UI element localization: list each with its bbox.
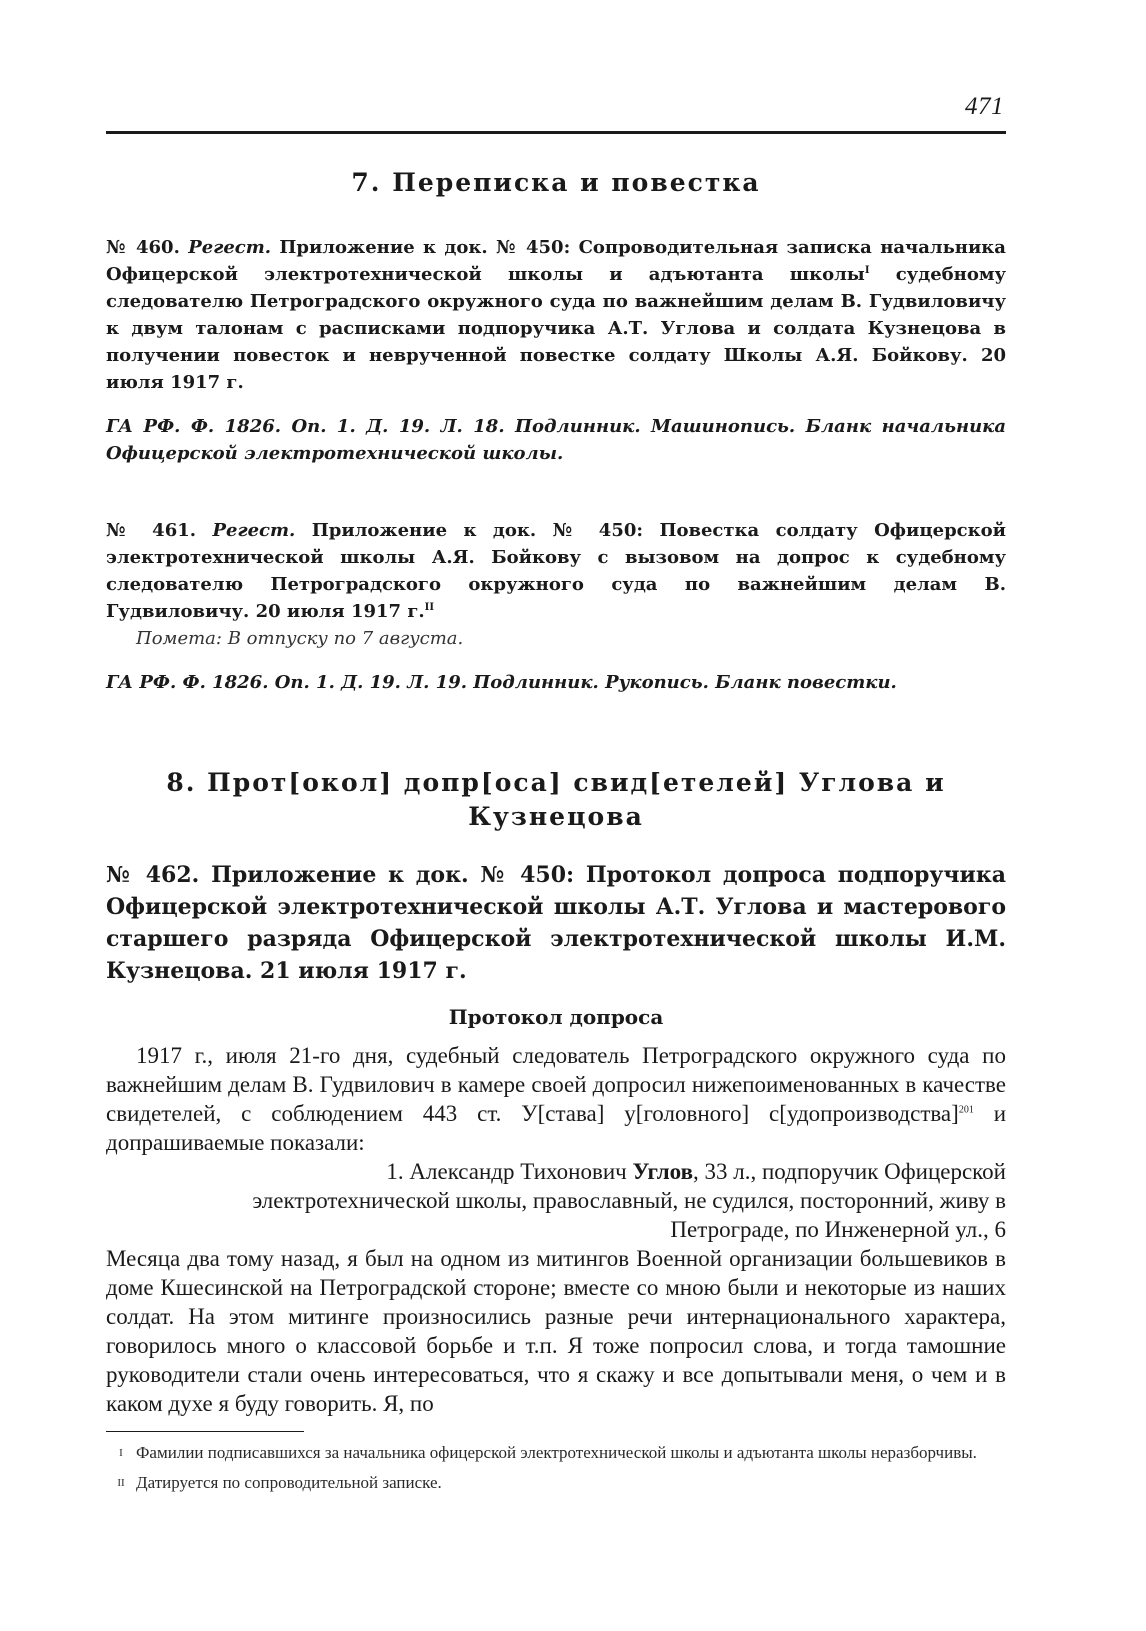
- page-content: [106, 166, 1006, 1495]
- footnote-rule: [106, 1431, 304, 1432]
- footnote-ref-I[interactable]: I: [864, 265, 870, 276]
- page-number: 471: [965, 93, 1004, 120]
- protocol-intro: [106, 1041, 1006, 1157]
- doc-460-regest: Регест.: [188, 237, 272, 258]
- section-8-title: 8. Прот[окол] допр[оса] свид[етелей] Углова и Кузнецова: [166, 768, 946, 831]
- doc-462-heading: № 462. Приложение к док. № 450: Протокол допроса подпоручика Офицерской электротехнической школы А.Т. Углова и мастерового старшего разряда Офицерской электротехнической школы И.М. Кузнецова. 21 июля 1917 г.: [106, 862, 1006, 984]
- doc-460-text-cont: судебному следователю Петроградского окружного суда по важнейшим делам В. Гудвиловичу к двум талонам с расписками подпоручика А.Т. Углова и солдата Кузнецова в получении повесток и неврученной повестке солдату Школы А.Я. Бойкову. 20 июля 1917 г.: [106, 264, 1006, 393]
- witness-1-testimony: Месяца два тому назад, я был на одном из митингов Военной организации большевиков в доме Кшесинской на Петроградской стороне; вместе со мною были и некоторые из наших солдат. На этом митинге произносились разные речи интернационального характера, говорилось много о классовой борьбе и т.п. Я тоже попросил слова, и тогда тамошние руководители стали очень интересоваться, что я скажу и все допытывали меня, о чем и в каком духе я буду говорить. Я, по: [106, 1246, 1006, 1416]
- witness-1-name: Углов: [632, 1159, 693, 1184]
- doc-461-heading: [106, 517, 1006, 625]
- footnote-II: [106, 1471, 1006, 1495]
- doc-461-source: ГА РФ. Ф. 1826. Оп. 1. Д. 19. Л. 19. Подлинник. Рукопись. Бланк повестки.: [106, 672, 897, 693]
- witness-1-prefix: 1. Александр Тихонович: [386, 1159, 633, 1184]
- witness-1-header: [216, 1157, 1006, 1244]
- doc-461-regest: Регест.: [212, 520, 296, 541]
- footnote-ref-201[interactable]: 201: [958, 1104, 974, 1116]
- footnote-II-text: Датируется по сопроводительной записке.: [136, 1473, 442, 1492]
- doc-461-number: № 461.: [106, 520, 197, 541]
- doc-461-text: Приложение к док. № 450: Повестка солдату Офицерской электротехнической школы А.Я. Бойкову с вызовом на допрос к судебному следователю Петроградского окружного суда по важнейшим делам В. Гудвиловичу. 20 июля 1917 г.: [106, 520, 1006, 622]
- doc-461-note: Помета: В отпуску по 7 августа.: [136, 628, 464, 649]
- doc-460-heading: [106, 234, 1006, 396]
- protocol-subtitle: Протокол допроса: [448, 1005, 664, 1029]
- footnote-ref-II[interactable]: II: [424, 602, 434, 613]
- doc-460-source: ГА РФ. Ф. 1826. Оп. 1. Д. 19. Л. 18. Подлинник. Машинопись. Бланк начальника Офицерской электротехнической школы.: [106, 416, 1006, 464]
- header-rule: [106, 131, 1006, 134]
- footnote-I-text: Фамилии подписавшихся за начальника офицерской электротехнической школы и адъютанта школы неразборчивы.: [136, 1443, 977, 1462]
- witness-1-details: , 33 л., подпоручик Офицерской электротехнической школы, православный, не судился, посторонний, живу в Петрограде, по Инженерной ул., 6: [252, 1159, 1006, 1242]
- doc-460-number: № 460.: [106, 237, 180, 258]
- footnote-I-mark: I: [119, 1447, 123, 1459]
- footnote-II-mark: II: [117, 1477, 125, 1489]
- protocol-intro-text: 1917 г., июля 21-го дня, судебный следователь Петроградского окружного суда по важнейшим делам В. Гудвилович в камере своей допросил нижепоименованных в качестве свидетелей, с соблюдением 443 ст. У[става] у[головного] с[удопроизводства]: [106, 1043, 1006, 1126]
- protocol-intro-end: и допрашиваемые показали:: [106, 1101, 1006, 1155]
- section-7-title: 7. Переписка и повестка: [351, 168, 761, 197]
- doc-460-text: Приложение к док. № 450: Сопроводительная записка начальника Офицерской электротехнической школы и адъютанта школы: [106, 237, 1006, 285]
- footnote-I: [106, 1441, 1006, 1465]
